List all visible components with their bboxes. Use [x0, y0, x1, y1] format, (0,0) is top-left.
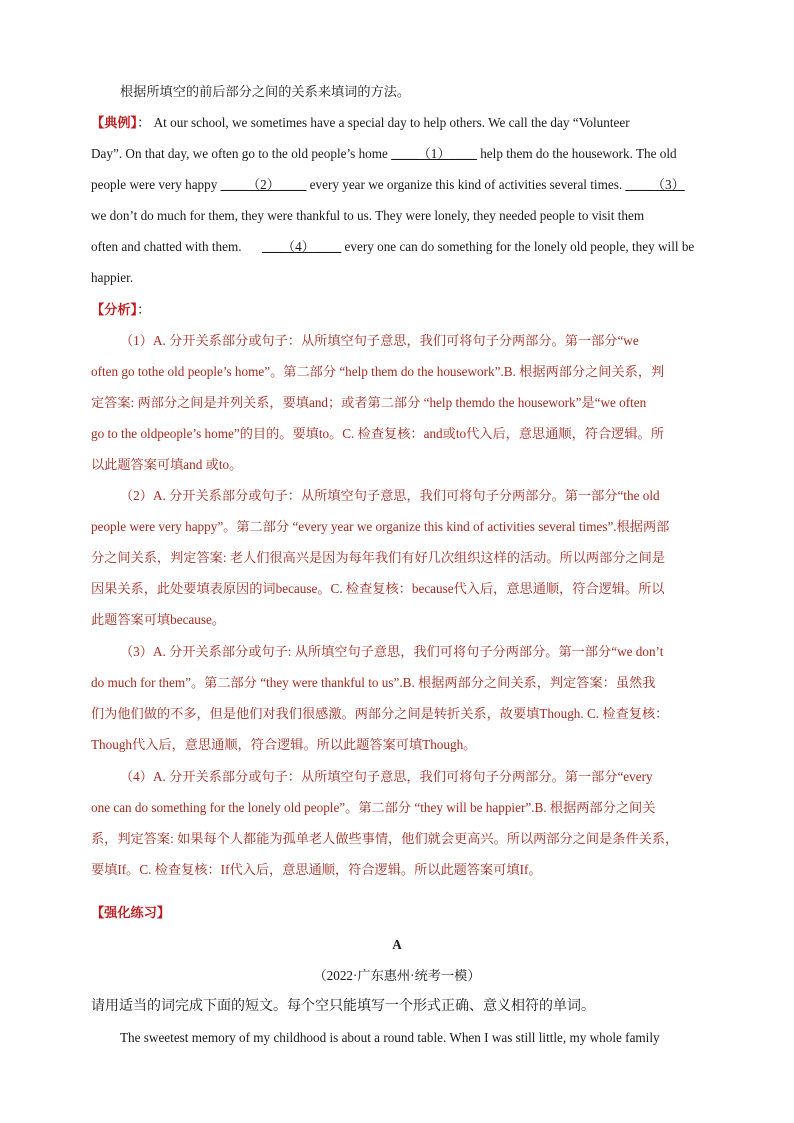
blank-1: ____（1）____: [391, 146, 477, 161]
analysis-line: 定答案: 两部分之间是并列关系，要填and；或者第二部分 “help themdo the housework”是“we often: [91, 395, 647, 410]
blank-3: ____（3）: [625, 177, 685, 192]
analysis-line: go to the oldpeople’s home”的目的。要填to。C. 检查复核：and或to代入后，意思通顺，符合逻辑。所: [91, 426, 664, 441]
example-text: people were very happy: [91, 177, 218, 192]
example-line-1: [91, 113, 630, 133]
example-text: every one can do something for the lonely old people, they will be: [344, 239, 695, 254]
analysis-line: Though代入后，意思通顺，符合逻辑。所以此题答案可填Though。: [91, 737, 477, 752]
passage-line: The sweetest memory of my childhood is about a round table. When I was still little, my whole family: [120, 1030, 660, 1045]
analysis-line: 分之间关系，判定答案: 老人们很高兴是因为每年我们有好几次组织这样的活动。所以两部分之间是: [91, 550, 666, 565]
example-line-6: happier.: [91, 270, 134, 285]
blank-4: ___（4）____: [262, 239, 342, 254]
practice-label: 【强化练习】: [91, 905, 171, 920]
analysis-line: 以此题答案可填and 或to。: [91, 457, 243, 472]
source-note: （2022·广东惠州·统考一模）: [313, 968, 481, 983]
blank-2: ____（2）____: [220, 177, 307, 192]
section-heading: A: [392, 937, 402, 952]
analysis-line: often go tothe old people’s home”。第二部分 “help them do the housework”.B. 根据两部分之间关系，判: [91, 364, 665, 379]
analysis-line: 要填If。C. 检查复核：If代入后，意思通顺，符合逻辑。所以此题答案可填If。: [91, 862, 542, 877]
example-text: Day”. On that day, we often go to the old people’s home: [91, 146, 388, 161]
example-text: At our school, we sometimes have a special day to help others. We call the day “Volunteer: [153, 115, 630, 130]
instruction: 请用适当的词完成下面的短文。每个空只能填写一个形式正确、意义相符的单词。: [91, 999, 595, 1014]
example-line-3: [91, 175, 685, 195]
analysis-label: 【分析】: [91, 302, 138, 317]
intro-line: 根据所填空的前后部分之间的关系来填词的方法。: [120, 84, 411, 99]
example-text: help them do the housework. The old: [480, 146, 677, 161]
analysis-line: one can do something for the lonely old people”。第二部分 “they will be happier”.B. 根据两部分之间关: [91, 800, 656, 815]
analysis-line: people were very happy”。第二部分 “every year we organize this kind of activities several times”.根据两部: [91, 519, 670, 534]
example-text: every year we organize this kind of activities several times.: [309, 177, 623, 192]
analysis-line: （4）A. 分开关系部分或句子：从所填空句子意思，我们可将句子分两部分。第一部分“every: [120, 769, 653, 784]
analysis-colon: ：: [137, 302, 151, 317]
example-line-2: [91, 144, 677, 164]
analysis-line: 系，判定答案: 如果每个人都能为孤单老人做些事情，他们就会更高兴。所以两部分之间是条件关系，: [91, 831, 679, 846]
example-line-5: [91, 237, 694, 257]
analysis-line: （2）A. 分开关系部分或句子：从所填空句子意思，我们可将句子分两部分。第一部分“the old: [120, 488, 660, 503]
example-text: often and chatted with them.: [91, 239, 242, 254]
example-colon: ：: [137, 115, 151, 130]
analysis-line: do much for them”。第二部分 “they were thankful to us”.B. 根据两部分之间关系，判定答案：虽然我: [91, 675, 656, 690]
analysis-heading: [91, 300, 150, 320]
analysis-line: 因果关系，此处要填表原因的词because。C. 检查复核：because代入后，意思通顺，符合逻辑。所以: [91, 581, 665, 596]
example-line-4: we don’t do much for them, they were thankful to us. They were lonely, they needed people to visit them: [91, 208, 645, 223]
analysis-line: （3）A. 分开关系部分或句子: 从所填空句子意思，我们可将句子分两部分。第一部分“we don’t: [120, 644, 664, 659]
analysis-line: （1）A. 分开关系部分或句子：从所填空句子意思，我们可将句子分两部分。第一部分“we: [120, 333, 639, 348]
example-label: 【典例】: [91, 115, 138, 130]
analysis-line: 此题答案可填because。: [91, 612, 226, 627]
analysis-line: 们为他们做的不多，但是他们对我们很感激。两部分之间是转折关系，故要填Though. C. 检查复核：: [91, 706, 669, 721]
